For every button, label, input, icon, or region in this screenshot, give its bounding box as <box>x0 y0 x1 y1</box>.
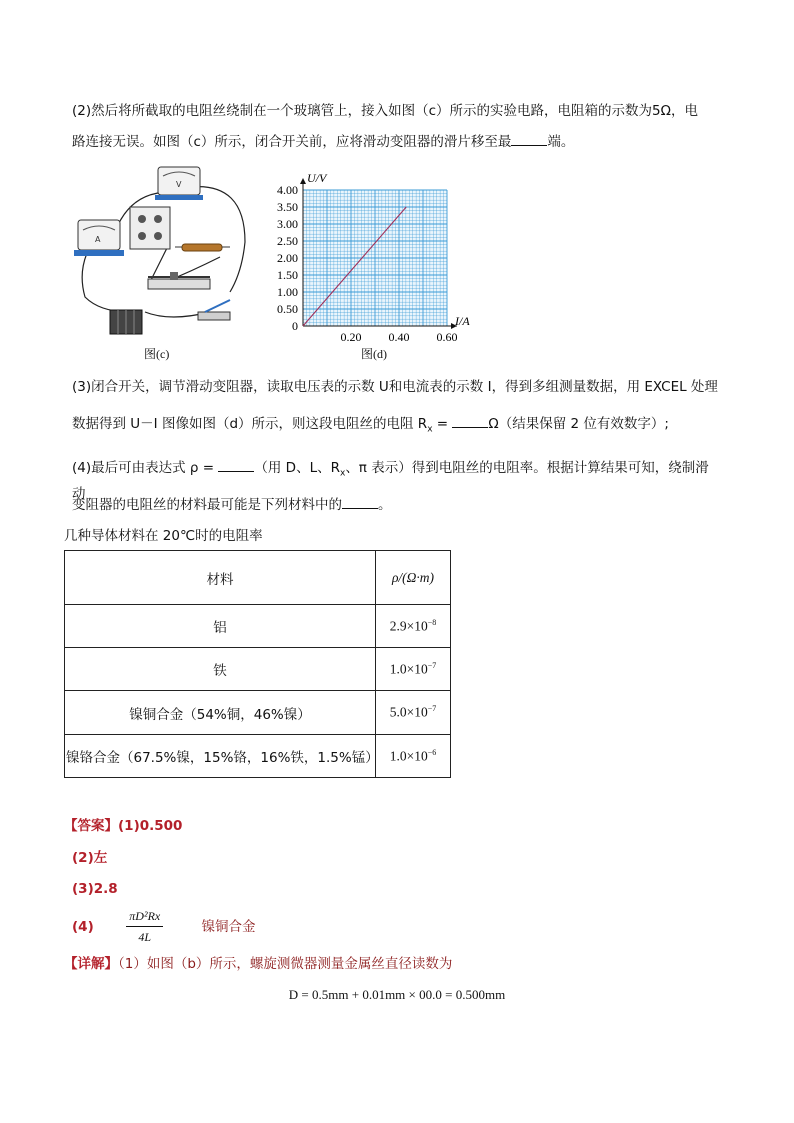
y-axis-arrow <box>300 178 306 184</box>
x-axis-label: I/A <box>455 314 470 328</box>
q2-line1: (2)然后将所截取的电阻丝绕制在一个玻璃管上，接入如图（c）所示的实验电路，电阻箱的示数为5Ω，电 <box>72 103 698 119</box>
svg-text:A: A <box>95 235 101 244</box>
y-tick-label: 2.50 <box>277 234 298 248</box>
circuit-figure <box>70 162 255 342</box>
q3-line1: (3)闭合开关，调节滑动变阻器，读取电压表的示数 U和电流表的示数 I，得到多组测量数据，用 EXCEL 处理 <box>72 379 718 395</box>
q4-line1-pre: (4)最后可由表达式 ρ = <box>72 460 219 476</box>
table-header-row <box>65 551 451 605</box>
fraction-numerator: πD²Rx <box>126 906 163 927</box>
q4-line2-post: 。 <box>378 497 392 513</box>
rheostat-icon <box>148 272 210 289</box>
detail-text: （1）如图（b）所示，螺旋测微器测量金属丝直径读数为 <box>118 956 453 972</box>
u-i-chart <box>265 168 480 346</box>
x-tick-label: 0.40 <box>388 330 410 344</box>
y-tick-label: 2.00 <box>277 251 298 265</box>
fraction-denominator: 4L <box>138 930 152 944</box>
y-tick-label: 0.50 <box>277 302 298 316</box>
rho-cell: $5.0\times 10^{-7}$ <box>376 691 451 735</box>
table-row <box>65 605 451 648</box>
q4-line1-post: （用 D、L、R <box>254 460 340 476</box>
y-tick-label: 1.00 <box>277 285 298 299</box>
x-tick-label: 0.20 <box>340 330 362 344</box>
q4-line2 <box>72 494 722 515</box>
answer-blank <box>218 457 254 472</box>
table-row <box>65 691 451 735</box>
y-tick-label: 1.50 <box>277 268 298 282</box>
q4-line2-pre: 变阻器的电阻丝的材料最可能是下列材料中的 <box>72 497 342 513</box>
answer-blank <box>452 413 488 428</box>
answer-line1 <box>64 816 722 836</box>
q3-line2 <box>72 413 722 440</box>
q2-line2 <box>72 131 722 152</box>
y-tick-label: 3.50 <box>277 200 298 214</box>
answer-blank <box>511 131 547 146</box>
detail-line <box>64 954 722 974</box>
q3-line2-post: Ω（结果保留 2 位有效数字）; <box>488 416 669 432</box>
resistance-wire-coil-icon <box>175 244 230 251</box>
q4-subscript: x <box>339 468 346 479</box>
rho-cell: $1.0\times 10^{-6}$ <box>376 735 451 778</box>
answer-2: (2)左 <box>72 850 108 866</box>
header-material: 材料 <box>65 551 376 605</box>
voltmeter-icon <box>155 167 203 200</box>
answer-line4 <box>72 906 722 942</box>
figure-c-caption: 图(c) <box>144 347 170 361</box>
answer-4-text: 镍铜合金 <box>201 918 256 935</box>
y-tick-label: 4.00 <box>277 183 298 197</box>
answer-label: 【答案】 <box>64 818 118 834</box>
table-row <box>65 735 451 778</box>
resistance-box-icon <box>130 207 170 249</box>
battery-icon <box>110 310 142 334</box>
y-axis-label: U/V <box>307 171 327 185</box>
detail-formula: D = 0.5mm + 0.01mm × 00.0 = 0.500mm <box>288 987 506 1002</box>
material-cell: 铝 <box>65 605 376 648</box>
table-row <box>65 648 451 691</box>
answer-4-fraction <box>126 906 163 947</box>
x-tick-label: 0.60 <box>436 330 458 344</box>
resistivity-table <box>64 550 451 778</box>
material-cell: 铁 <box>65 648 376 691</box>
header-rho: ρ/(Ω·m) <box>376 551 451 605</box>
q3-subscript: x <box>427 424 433 435</box>
material-cell: 镍铬合金（67.5%镍，15%铬，16%铁，1.5%锰） <box>65 735 376 778</box>
detail-label: 【详解】 <box>64 956 118 972</box>
table-title: 几种导体材料在 20℃时的电阻率 <box>64 528 263 544</box>
answer-3: (3)2.8 <box>72 881 118 897</box>
q4-line1-post2: 、π 表示）得到电阻丝的电阻率。根据计算结果可知，绕制滑动 <box>72 460 709 502</box>
q3-line2-pre: 数据得到 U－I 图像如图（d）所示，则这段电阻丝的电阻 R <box>72 416 428 432</box>
answer-1: (1)0.500 <box>118 818 183 834</box>
y-tick-label: 3.00 <box>277 217 298 231</box>
q3-eq: = <box>432 416 453 432</box>
q2-line2-pre: 路连接无误。如图（c）所示，闭合开关前，应将滑动变阻器的滑片移至最 <box>72 134 512 150</box>
rho-cell: $2.9\times 10^{-8}$ <box>376 605 451 648</box>
q2-line2-post: 端。 <box>547 134 575 150</box>
answer-4-label: (4) <box>72 918 94 935</box>
y-tick-label: 0 <box>292 319 298 333</box>
svg-text:V: V <box>176 180 182 189</box>
material-cell: 镍铜合金（54%铜，46%镍） <box>65 691 376 735</box>
ammeter-icon <box>74 220 124 256</box>
answer-blank <box>342 494 378 509</box>
switch-icon <box>198 300 230 320</box>
rho-cell: $1.0\times 10^{-7}$ <box>376 648 451 691</box>
figure-d-caption: 图(d) <box>361 347 387 361</box>
